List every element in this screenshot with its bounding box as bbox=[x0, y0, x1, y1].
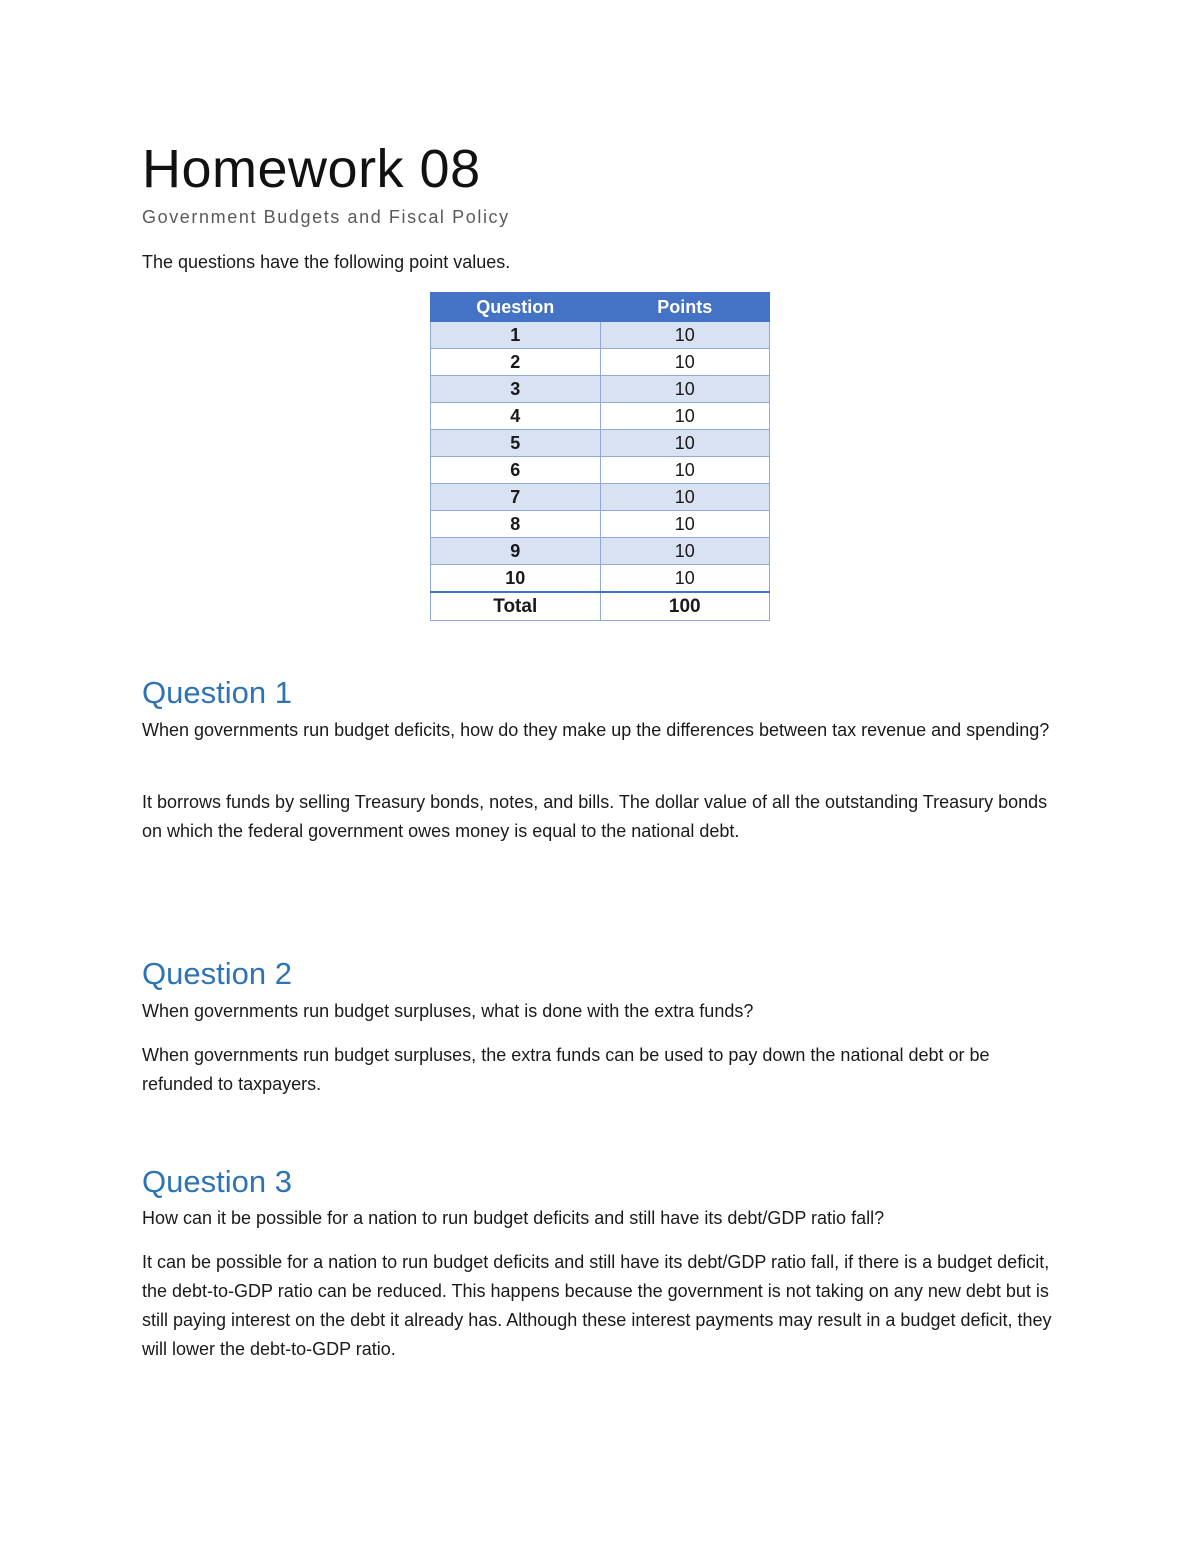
table-row bbox=[431, 457, 770, 484]
table-row bbox=[431, 376, 770, 403]
question-1-answer: It borrows funds by selling Treasury bonds, notes, and bills. The dollar value of all the outstanding Treasury bonds on which the federal government owes money is equal to the national debt. bbox=[142, 792, 1048, 841]
table-row bbox=[431, 322, 770, 349]
question-1-prompt: When governments run budget deficits, how do they make up the differences between tax revenue and spending? bbox=[142, 720, 1050, 740]
document-subtitle: Government Budgets and Fiscal Policy bbox=[142, 207, 510, 227]
question-number-cell: 3 bbox=[431, 376, 601, 403]
question-number-cell: 2 bbox=[431, 349, 601, 376]
intro-text: The questions have the following point values. bbox=[142, 252, 511, 272]
question-2-answer: When governments run budget surpluses, the extra funds can be used to pay down the national debt or be refunded to taxpayers. bbox=[142, 1045, 990, 1094]
points-cell: 10 bbox=[600, 565, 770, 593]
total-points-cell: 100 bbox=[600, 592, 770, 621]
points-cell: 10 bbox=[600, 376, 770, 403]
question-number-cell: 5 bbox=[431, 430, 601, 457]
column-header-points: Points bbox=[600, 293, 770, 322]
points-cell: 10 bbox=[600, 457, 770, 484]
question-number-cell: 7 bbox=[431, 484, 601, 511]
table-row bbox=[431, 349, 770, 376]
document-title: Homework 08 bbox=[142, 139, 481, 199]
question-number-cell: 6 bbox=[431, 457, 601, 484]
question-1-heading: Question 1 bbox=[142, 675, 292, 710]
question-number-cell: 9 bbox=[431, 538, 601, 565]
points-cell: 10 bbox=[600, 349, 770, 376]
points-cell: 10 bbox=[600, 322, 770, 349]
question-2-heading: Question 2 bbox=[142, 956, 292, 991]
points-cell: 10 bbox=[600, 484, 770, 511]
points-cell: 10 bbox=[600, 403, 770, 430]
question-3-prompt: How can it be possible for a nation to run budget deficits and still have its debt/GDP ratio fall? bbox=[142, 1208, 885, 1228]
question-number-cell: 1 bbox=[431, 322, 601, 349]
question-number-cell: 8 bbox=[431, 511, 601, 538]
table-row bbox=[431, 538, 770, 565]
points-cell: 10 bbox=[600, 538, 770, 565]
question-number-cell: 4 bbox=[431, 403, 601, 430]
table-header-row bbox=[431, 293, 770, 322]
question-3-answer: It can be possible for a nation to run budget deficits and still have its debt/GDP ratio fall, if there is a budget deficit, the debt-to-GDP ratio can be reduced. This happens because the government is not taking on any new debt but is still paying interest on the debt it already has. Although these interest payments may result in a budget deficit, they will lower the debt-to-GDP ratio. bbox=[142, 1252, 1052, 1359]
question-2-prompt: When governments run budget surpluses, what is done with the extra funds? bbox=[142, 1001, 754, 1021]
table-row bbox=[431, 511, 770, 538]
total-label-cell: Total bbox=[431, 592, 601, 621]
points-cell: 10 bbox=[600, 430, 770, 457]
table-row bbox=[431, 565, 770, 593]
points-cell: 10 bbox=[600, 511, 770, 538]
table-row bbox=[431, 430, 770, 457]
column-header-question: Question bbox=[431, 293, 601, 322]
table-total-row bbox=[431, 592, 770, 621]
question-number-cell: 10 bbox=[431, 565, 601, 593]
table-row bbox=[431, 484, 770, 511]
table-row bbox=[431, 403, 770, 430]
points-table bbox=[430, 292, 770, 621]
question-3-heading: Question 3 bbox=[142, 1164, 292, 1199]
